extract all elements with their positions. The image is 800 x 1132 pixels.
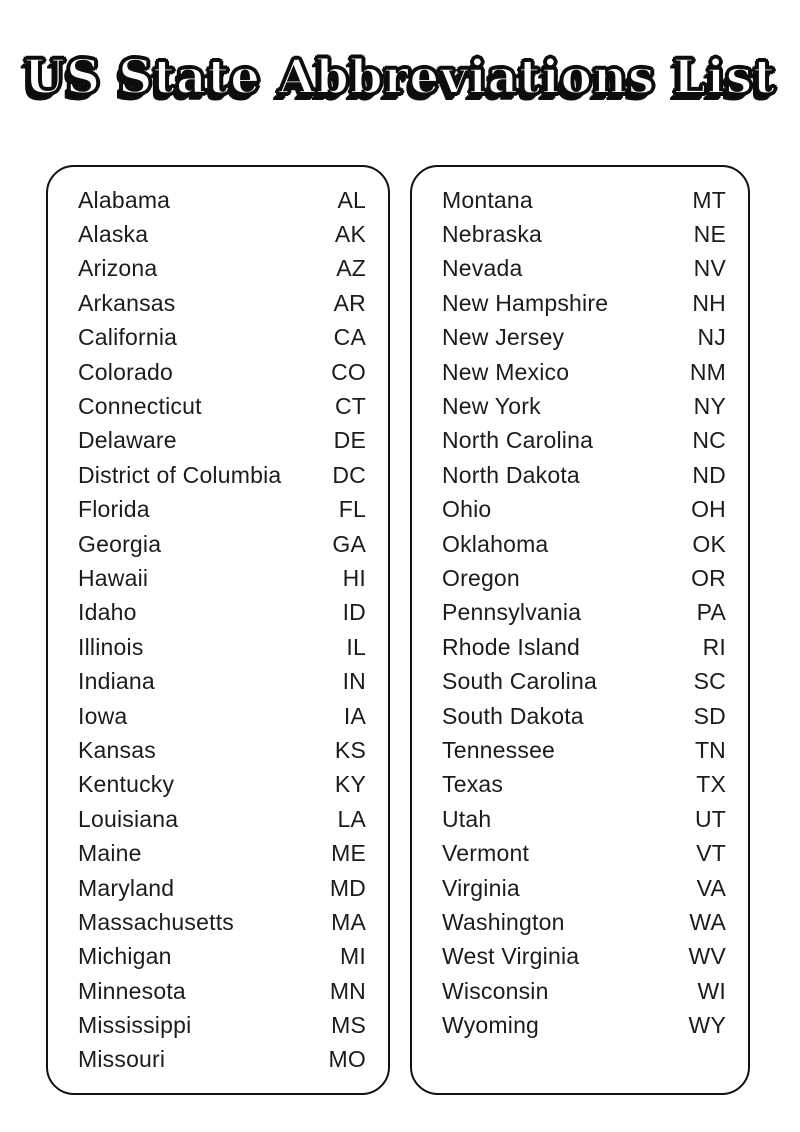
state-abbr: UT [694, 805, 726, 832]
state-row [78, 940, 366, 974]
state-name: Ohio [442, 496, 492, 523]
state-name: Delaware [78, 427, 177, 454]
state-name: New Mexico [442, 358, 570, 385]
state-abbr: NM [689, 358, 726, 385]
state-name: Texas [442, 771, 504, 798]
state-row [442, 321, 726, 355]
state-row [78, 905, 366, 939]
state-row [442, 424, 726, 458]
state-abbr: NV [693, 255, 726, 282]
state-name: Pennsylvania [442, 599, 582, 626]
state-name: Virginia [442, 874, 520, 901]
state-abbr: AZ [336, 255, 366, 282]
state-row [78, 664, 366, 698]
state-row [78, 424, 366, 458]
state-name: Nebraska [442, 221, 543, 248]
state-row [442, 768, 726, 802]
state-row [442, 493, 726, 527]
state-row [442, 527, 726, 561]
state-abbr: MA [331, 908, 366, 935]
state-name: New Jersey [442, 324, 565, 351]
state-abbr: KY [334, 771, 366, 798]
state-row [78, 183, 366, 217]
state-row [78, 1043, 366, 1077]
state-name: Colorado [78, 358, 173, 385]
state-name: Hawaii [78, 564, 149, 591]
state-name: Florida [78, 496, 150, 523]
state-abbr: NY [693, 393, 726, 420]
state-name: Iowa [78, 702, 128, 729]
state-abbr: OH [691, 496, 726, 523]
state-abbr: DC [332, 461, 366, 488]
state-row [442, 836, 726, 870]
state-row [442, 940, 726, 974]
state-name: Tennessee [442, 736, 556, 763]
state-abbr: FL [338, 496, 366, 523]
state-abbr: PA [696, 599, 726, 626]
state-abbr: IA [343, 702, 366, 729]
page-title: US State Abbreviations List [24, 50, 776, 105]
state-name: Missouri [78, 1046, 166, 1073]
state-row [442, 252, 726, 286]
state-row [442, 458, 726, 492]
states-panel-right [410, 165, 750, 1095]
state-abbr: ID [342, 599, 366, 626]
state-name: Alaska [78, 221, 149, 248]
state-row [78, 493, 366, 527]
state-abbr: NE [693, 221, 726, 248]
state-name: Kentucky [78, 771, 175, 798]
state-name: Oklahoma [442, 530, 549, 557]
state-row [78, 389, 366, 423]
state-name: District of Columbia [78, 461, 282, 488]
state-row [442, 217, 726, 251]
state-row [78, 871, 366, 905]
states-panel-left [46, 165, 390, 1095]
state-abbr: MO [328, 1046, 366, 1073]
state-name: Rhode Island [442, 633, 580, 660]
state-name: Idaho [78, 599, 137, 626]
state-abbr: VT [696, 840, 726, 867]
state-row [78, 217, 366, 251]
state-abbr: WA [689, 908, 726, 935]
state-row [442, 630, 726, 664]
state-name: Montana [442, 186, 533, 213]
state-name: West Virginia [442, 943, 580, 970]
state-row [442, 871, 726, 905]
state-abbr: SD [693, 702, 726, 729]
state-row [78, 630, 366, 664]
state-name: Arizona [78, 255, 158, 282]
state-name: North Carolina [442, 427, 594, 454]
state-row [442, 596, 726, 630]
state-row [442, 733, 726, 767]
state-row [442, 905, 726, 939]
state-abbr: NH [692, 289, 726, 316]
state-name: Washington [442, 908, 565, 935]
state-abbr: MS [331, 1012, 366, 1039]
state-abbr: SC [693, 668, 726, 695]
state-abbr: AL [337, 186, 366, 213]
state-row [442, 974, 726, 1008]
state-name: Maryland [78, 874, 175, 901]
state-name: Georgia [78, 530, 162, 557]
state-row [78, 596, 366, 630]
state-name: South Carolina [442, 668, 597, 695]
state-name: Wisconsin [442, 977, 549, 1004]
state-row [78, 768, 366, 802]
state-abbr: WY [688, 1012, 726, 1039]
state-name: New York [442, 393, 541, 420]
state-name: Kansas [78, 736, 156, 763]
state-name: Alabama [78, 186, 171, 213]
state-row [78, 836, 366, 870]
state-name: Oregon [442, 564, 520, 591]
state-row [442, 664, 726, 698]
state-row [442, 561, 726, 595]
state-name: Michigan [78, 943, 172, 970]
state-abbr: IL [346, 633, 366, 660]
state-name: Nevada [442, 255, 523, 282]
state-row [78, 355, 366, 389]
state-abbr: AR [333, 289, 366, 316]
state-abbr: MI [340, 943, 366, 970]
state-abbr: RI [702, 633, 726, 660]
state-name: Mississippi [78, 1012, 192, 1039]
state-abbr: AK [334, 221, 366, 248]
state-abbr: MD [329, 874, 366, 901]
state-abbr: MN [329, 977, 366, 1004]
state-name: Massachusetts [78, 908, 234, 935]
state-row [442, 286, 726, 320]
state-abbr: DE [333, 427, 366, 454]
state-row [78, 527, 366, 561]
state-name: Wyoming [442, 1012, 540, 1039]
state-abbr: ME [331, 840, 366, 867]
state-row [78, 252, 366, 286]
state-abbr: CO [331, 358, 366, 385]
state-name: California [78, 324, 178, 351]
state-row [78, 699, 366, 733]
state-name: Maine [78, 840, 142, 867]
state-row [78, 802, 366, 836]
state-abbr: OK [692, 530, 726, 557]
state-abbr: CA [333, 324, 366, 351]
state-row [442, 389, 726, 423]
state-name: Louisiana [78, 805, 179, 832]
state-row [78, 561, 366, 595]
state-abbr: KS [334, 736, 366, 763]
state-abbr: WI [697, 977, 726, 1004]
state-row [442, 183, 726, 217]
state-abbr: CT [334, 393, 366, 420]
state-abbr: ND [692, 461, 726, 488]
state-row [78, 974, 366, 1008]
state-row [78, 733, 366, 767]
state-abbr: OR [691, 564, 726, 591]
state-abbr: HI [342, 564, 366, 591]
state-abbr: GA [332, 530, 366, 557]
state-abbr: MT [692, 186, 726, 213]
state-name: Minnesota [78, 977, 186, 1004]
state-name: North Dakota [442, 461, 580, 488]
state-name: Arkansas [78, 289, 176, 316]
state-row [78, 1008, 366, 1042]
state-name: New Hampshire [442, 289, 609, 316]
state-name: Utah [442, 805, 492, 832]
state-abbr: IN [342, 668, 366, 695]
state-row [442, 1008, 726, 1042]
state-name: Indiana [78, 668, 155, 695]
state-abbr: NJ [697, 324, 726, 351]
state-row [442, 699, 726, 733]
state-abbr: WV [688, 943, 726, 970]
state-abbr: NC [692, 427, 726, 454]
state-row [442, 355, 726, 389]
state-row [78, 321, 366, 355]
state-abbr: LA [337, 805, 366, 832]
state-name: Connecticut [78, 393, 202, 420]
state-abbr: TX [696, 771, 726, 798]
state-name: Illinois [78, 633, 144, 660]
state-name: Vermont [442, 840, 530, 867]
state-abbr: TN [694, 736, 726, 763]
state-abbr: VA [696, 874, 726, 901]
state-row [78, 458, 366, 492]
state-row [442, 802, 726, 836]
state-name: South Dakota [442, 702, 584, 729]
state-row [78, 286, 366, 320]
